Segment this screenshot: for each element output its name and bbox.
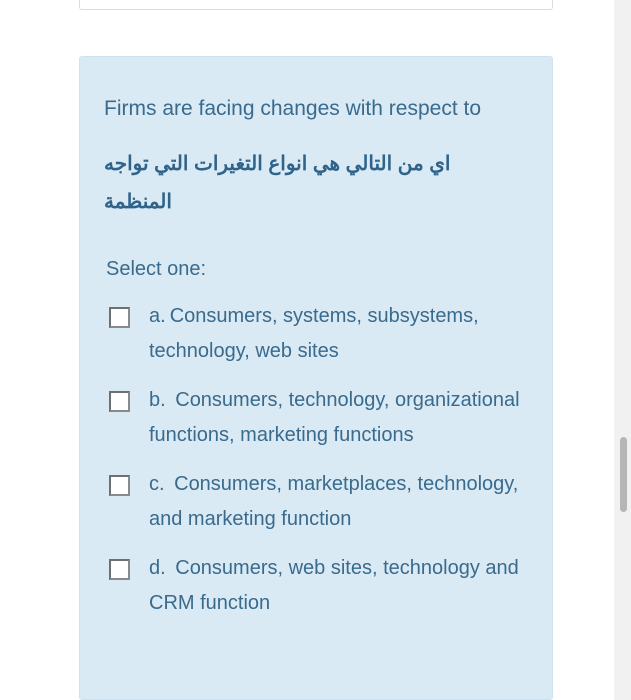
answer-option-a[interactable] bbox=[104, 299, 528, 369]
answer-options-list bbox=[104, 299, 528, 621]
vertical-scrollbar[interactable] bbox=[614, 0, 631, 700]
question-text-arabic-line2: المنظمة bbox=[104, 191, 172, 213]
answer-label-b[interactable] bbox=[130, 383, 528, 453]
radio-button-c[interactable] bbox=[109, 475, 130, 496]
answer-text-a: Consumers, systems, subsystems, technology, web sites bbox=[149, 305, 479, 362]
question-text-english: Firms are facing changes with respect to bbox=[104, 97, 481, 120]
answer-letter-a: a. bbox=[149, 305, 166, 327]
question-text-arabic-line1: اي من التالي هي انواع التغيرات التي تواجه bbox=[104, 153, 451, 175]
radio-button-a[interactable] bbox=[109, 307, 130, 328]
radio-button-d[interactable] bbox=[109, 559, 130, 580]
answer-text-d: Consumers, web sites, technology and CRM function bbox=[149, 557, 519, 614]
answer-text-b: Consumers, technology, organizational functions, marketing functions bbox=[149, 389, 520, 446]
answer-option-b[interactable] bbox=[104, 383, 528, 453]
previous-question-card bbox=[79, 0, 553, 10]
answer-label-d[interactable] bbox=[130, 551, 528, 621]
answer-letter-b: b. bbox=[149, 389, 166, 411]
answer-option-d[interactable] bbox=[104, 551, 528, 621]
answer-letter-c: c. bbox=[149, 473, 165, 495]
answer-letter-d: d. bbox=[149, 557, 166, 579]
question-text-arabic bbox=[104, 145, 528, 221]
answer-text-c: Consumers, marketplaces, technology, and marketing function bbox=[149, 473, 519, 530]
select-one-label: Select one: bbox=[106, 258, 207, 280]
radio-button-b[interactable] bbox=[109, 391, 130, 412]
answer-label-a[interactable] bbox=[130, 299, 528, 369]
scrollbar-thumb[interactable] bbox=[620, 437, 627, 512]
answer-option-c[interactable] bbox=[104, 467, 528, 537]
answer-label-c[interactable] bbox=[130, 467, 528, 537]
question-card bbox=[79, 56, 553, 700]
